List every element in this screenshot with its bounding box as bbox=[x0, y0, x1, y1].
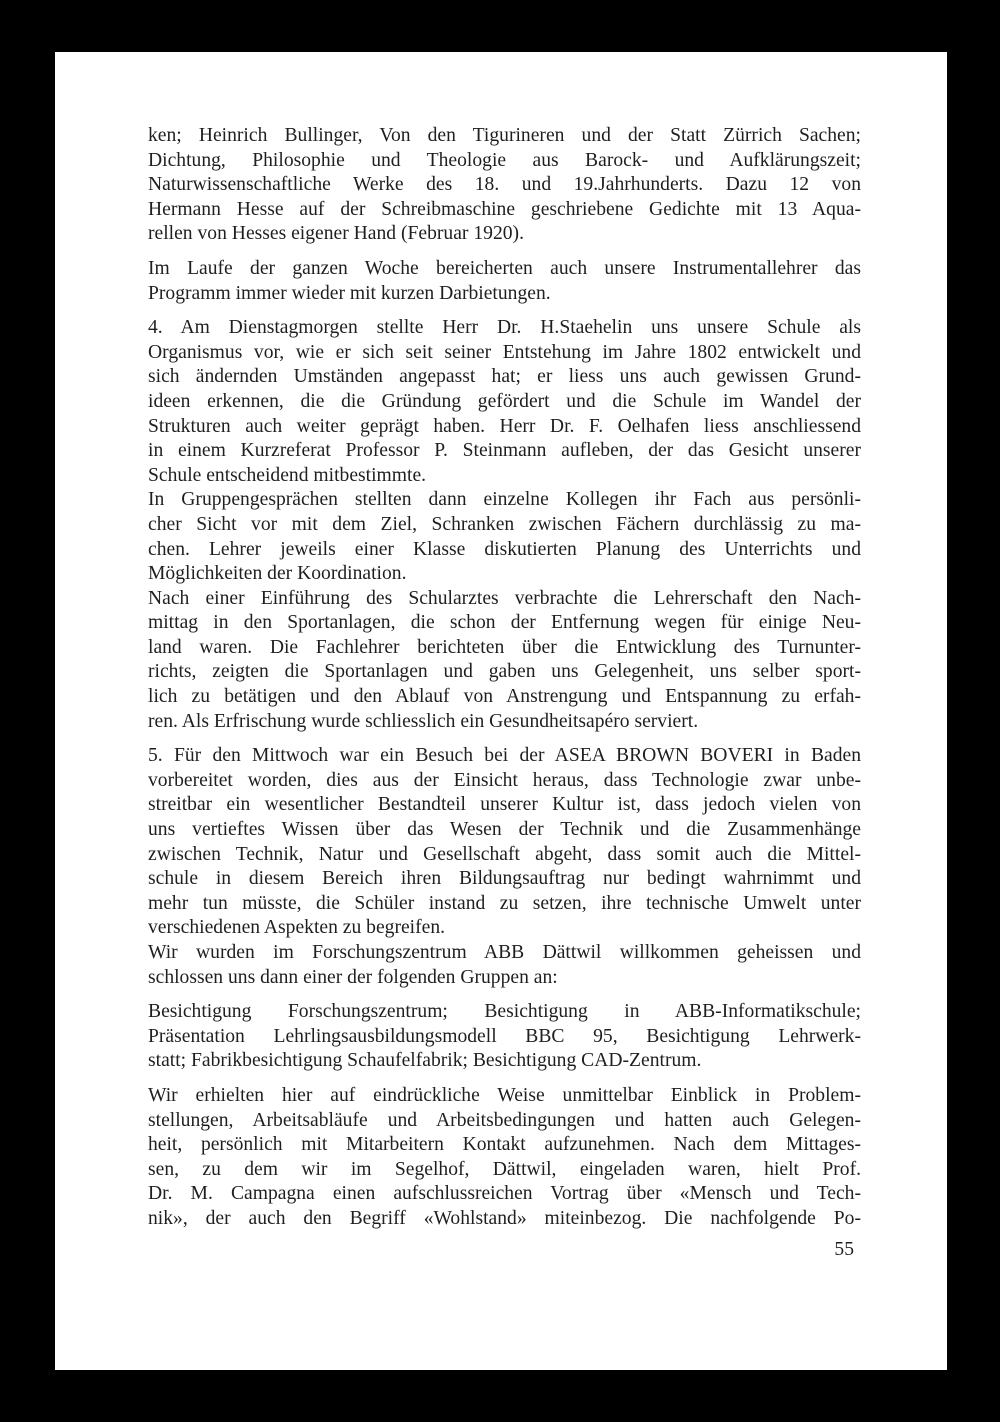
text-line: statt; Fabrikbesichtigung Schaufelfabrik; Besichtigung CAD-Zentrum. bbox=[148, 1050, 702, 1072]
text-line: schlossen uns dann einer der folgenden Gruppen an: bbox=[148, 966, 558, 988]
text-line: lich zu betätigen und den Ablauf von Anstrengung und Entspannung zu erfah- bbox=[148, 686, 861, 708]
paragraph-group-discussions bbox=[148, 488, 861, 586]
body-text bbox=[148, 124, 861, 1232]
text-line: chen. Lehrer jeweils einer Klasse diskutierten Planung des Unterrichts und bbox=[148, 538, 861, 560]
text-line: Schule entscheidend mitbestimmte. bbox=[148, 464, 427, 486]
text-line: Möglichkeiten der Koordination. bbox=[148, 563, 407, 585]
paragraph-section-4 bbox=[148, 316, 861, 488]
paragraph-insights bbox=[148, 1084, 861, 1232]
text-line: sen, zu dem wir im Segelhof, Dättwil, eingeladen waren, hielt Prof. bbox=[148, 1158, 861, 1180]
text-line: 4. Am Dienstagmorgen stellte Herr Dr. H.Staehelin uns unsere Schule als bbox=[148, 317, 861, 339]
text-line: sich ändernden Umständen angepasst hat; er liess uns auch gewissen Grund- bbox=[148, 366, 861, 388]
text-line: Naturwissenschaftliche Werke des 18. und 19.Jahrhunderts. Dazu 12 von bbox=[148, 174, 861, 196]
text-line: verschiedenen Aspekten zu begreifen. bbox=[148, 917, 446, 939]
text-line: zwischen Technik, Natur und Gesellschaft abgeht, dass somit auch die Mittel- bbox=[148, 843, 861, 865]
text-line: ken; Heinrich Bullinger, Von den Tigurineren und der Statt Zürrich Sachen; bbox=[148, 125, 861, 146]
text-line: streitbar ein wesentlicher Bestandteil unserer Kultur ist, dass jedoch vielen von bbox=[148, 794, 861, 816]
text-line: Wir wurden im Forschungszentrum ABB Dättwil willkommen geheissen und bbox=[148, 942, 861, 963]
text-line: richts, zeigten die Sportanlagen und gaben uns Gelegenheit, uns selber sport- bbox=[148, 661, 861, 683]
paragraph-groups-list bbox=[148, 1000, 861, 1074]
paragraph-library-exhibits bbox=[148, 124, 861, 247]
text-line: Nach einer Einführung des Schularztes verbrachte die Lehrerschaft den Nach- bbox=[148, 587, 861, 609]
text-line: cher Sicht vor mit dem Ziel, Schranken zwischen Fächern durchlässig zu ma- bbox=[148, 513, 861, 535]
text-line: Strukturen auch weiter geprägt haben. Herr Dr. F. Oelhafen liess anschliessend bbox=[148, 415, 861, 437]
paragraph-sports bbox=[148, 587, 861, 735]
text-line: Wir erhielten hier auf eindrückliche Weise unmittelbar Einblick in Problem- bbox=[148, 1084, 861, 1106]
text-line: vorbereitet worden, dies aus der Einsicht heraus, dass Technologie zwar unbe- bbox=[148, 769, 861, 791]
document-page bbox=[55, 52, 947, 1370]
text-line: Organismus vor, wie er sich seit seiner Entstehung im Jahre 1802 entwickelt und bbox=[148, 341, 861, 363]
text-line: mittag in den Sportanlagen, die schon der Entfernung wegen für einige Neu- bbox=[148, 612, 861, 634]
text-line: Programm immer wieder mit kurzen Darbietungen. bbox=[148, 282, 551, 304]
page-number: 55 bbox=[834, 1239, 854, 1260]
text-line: Dichtung, Philosophie und Theologie aus Barock- und Aufklärungszeit; bbox=[148, 149, 861, 171]
text-line: stellungen, Arbeitsabläufe und Arbeitsbedingungen und hatten auch Gelegen- bbox=[148, 1109, 861, 1131]
paragraph-instrumental-teachers bbox=[148, 257, 861, 306]
text-line: Dr. M. Campagna einen aufschlussreichen Vortrag über «Mensch und Tech- bbox=[148, 1183, 861, 1205]
text-line: Im Laufe der ganzen Woche bereicherten auch unsere Instrumentallehrer das bbox=[148, 257, 861, 279]
text-line: in einem Kurzreferat Professor P. Steinmann aufleben, der das Gesicht unserer bbox=[148, 440, 861, 462]
text-line: uns vertieftes Wissen über das Wesen der Technik und die Zusammenhänge bbox=[148, 819, 861, 841]
text-line: schule in diesem Bereich ihren Bildungsauftrag nur bedingt wahrnimmt und bbox=[148, 868, 861, 890]
text-line: Präsentation Lehrlingsausbildungsmodell BBC 95, Besichtigung Lehrwerk- bbox=[148, 1025, 861, 1047]
text-line: Besichtigung Forschungszentrum; Besichtigung in ABB-Informatikschule; bbox=[148, 1001, 861, 1023]
text-line: ren. Als Erfrischung wurde schliesslich ein Gesundheitsapéro serviert. bbox=[148, 710, 699, 732]
text-line: rellen von Hesses eigener Hand (Februar 1920). bbox=[148, 223, 524, 245]
text-line: heit, persönlich mit Mitarbeitern Kontakt aufzunehmen. Nach dem Mittages- bbox=[148, 1134, 861, 1156]
paragraph-welcome bbox=[148, 941, 861, 990]
text-line: In Gruppengesprächen stellten dann einzelne Kollegen ihr Fach aus persönli- bbox=[148, 489, 861, 511]
text-line: 5. Für den Mittwoch war ein Besuch bei der ASEA BROWN BOVERI in Baden bbox=[148, 745, 861, 767]
paragraph-section-5 bbox=[148, 744, 861, 941]
text-line: Hermann Hesse auf der Schreibmaschine geschriebene Gedichte mit 13 Aqua- bbox=[148, 198, 861, 220]
text-line: ideen erkennen, die die Gründung gefördert und die Schule im Wandel der bbox=[148, 390, 861, 412]
text-line: mehr tun müsste, die Schüler instand zu setzen, ihre technische Umwelt unter bbox=[148, 892, 861, 914]
text-line: land waren. Die Fachlehrer berichteten über die Entwicklung des Turnunter- bbox=[148, 636, 861, 658]
text-line: nik», der auch den Begriff «Wohlstand» miteinbezog. Die nachfolgende Po- bbox=[148, 1207, 861, 1229]
